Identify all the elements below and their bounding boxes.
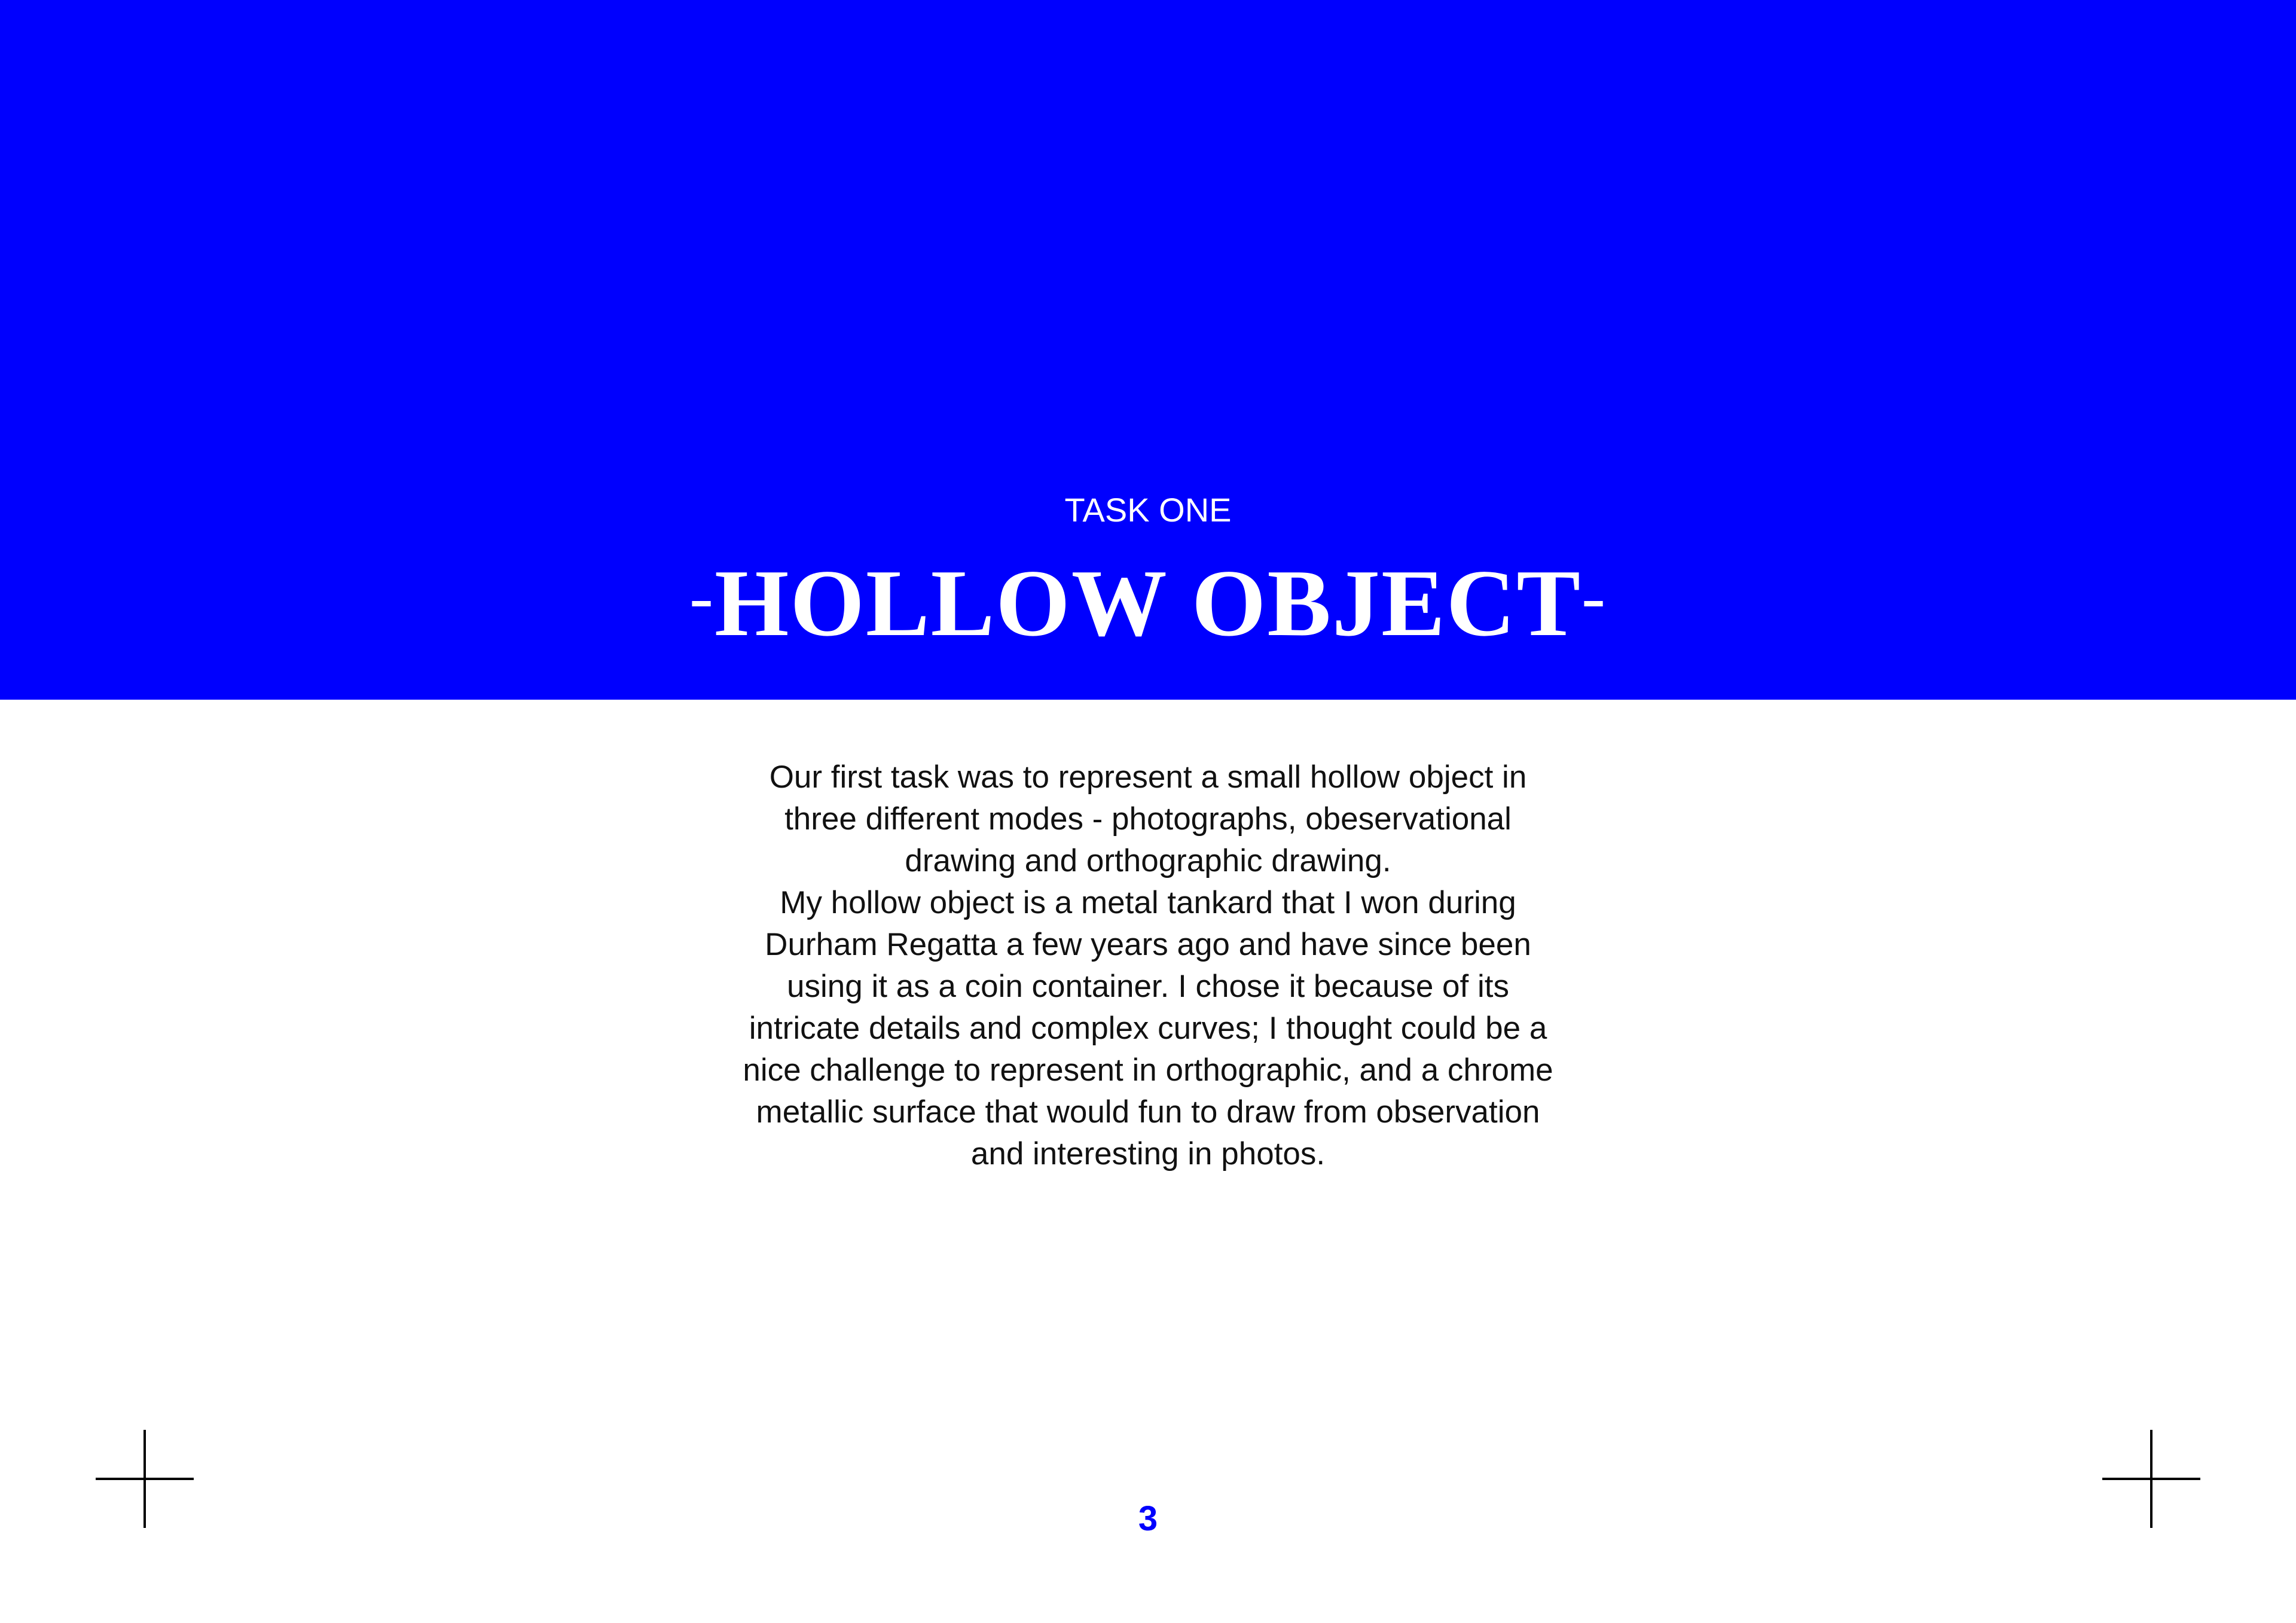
title-text: HOLLOW OBJECT [714, 550, 1582, 656]
page-number: 3 [1138, 1499, 1158, 1538]
description-text [741, 756, 1555, 1175]
page-title [0, 549, 2296, 665]
task-kicker: TASK ONE [1064, 491, 1232, 529]
title-dash-right: - [1581, 557, 1607, 636]
description-paragraph-2: My hollow object is a metal tankard that I won during Durham Regatta a few years ago and have since been using it as a coin container. I chose it because of its intricate details and complex curves; I thought could be a nice challenge to represent in orthographic, and a chrome metallic surface that would fun to draw from observation and interesting in photos. [743, 885, 1553, 1172]
description-paragraph-1: Our first task was to represent a small hollow object in three different modes - photographs, obeservational drawing and orthographic drawing. [769, 759, 1527, 878]
title-dash-left: - [689, 557, 715, 636]
